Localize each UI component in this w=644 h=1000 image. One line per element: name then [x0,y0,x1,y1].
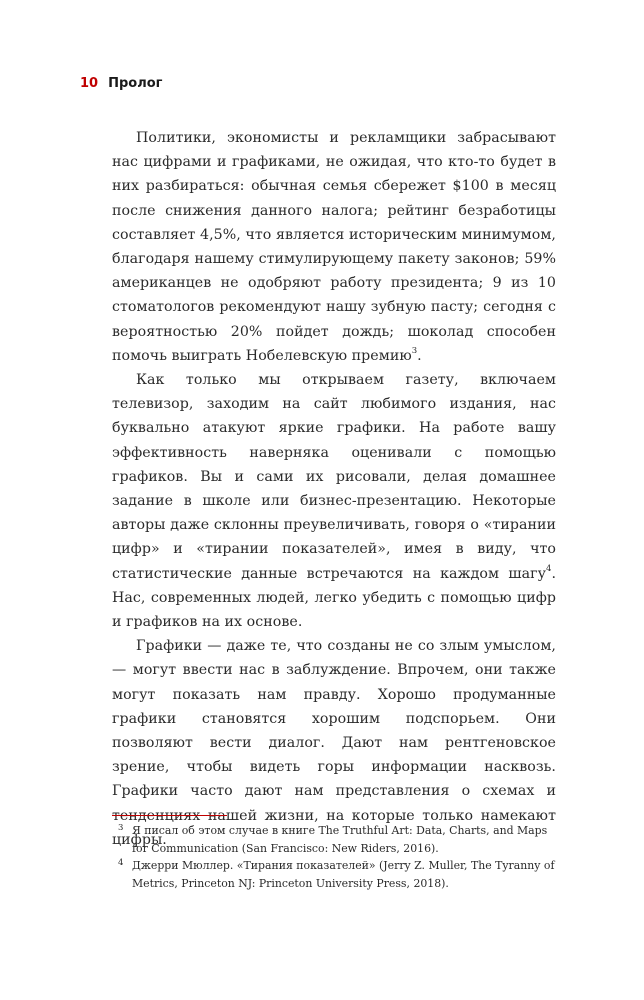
paragraph [112,634,556,852]
footnote-ref: 4 [546,563,552,574]
chapter-title: Пролог [108,76,163,91]
page-number: 10 [80,76,99,91]
body-text [112,126,556,852]
footnote [112,822,562,857]
paragraph-text: Как только мы открываем газету, включаем телевизор, заходим на сайт любимого издания, нас буквально атакуют яркие графики. На работе вашу эффективность наверняка оценивали с помощью графиков. Вы и сами их рисовали, делая домашнее задание в школе или бизнес-презентацию. Некоторые авторы даже склонны преувеличивать, говоря о «тирании цифр» и «тирании показателей», имея в виду, что статистические данные встречаются на каждом шагу [112,372,556,582]
paragraph-text: Графики — даже те, что созданы не со злым умыслом, — могут ввести нас в заблуждение. Впрочем, они также могут показать нам правду. Хорошо продуманные графики становятся хорошим подспорьем. Они позволяют вести диалог. Дают нам рентгеновское зрение, чтобы видеть горы информации насквозь. Графики часто дают нам представления о схемах и тенденциях нашей жизни, на которые только намекают цифры. [112,638,556,848]
footnote-ref: 3 [411,346,418,357]
footnote-number: 4 [118,858,124,868]
footnote-divider [112,815,227,816]
footnote [112,857,562,892]
paragraph-tail: . Нас, современных людей, легко убедить с помощью цифр и графиков на их основе. [112,565,556,631]
paragraph-text: Политики, экономисты и рекламщики забрасывают нас цифрами и графиками, не ожидая, что кто-то будет в них разбираться: обычная семья сбережет $100 в месяц после снижения данного налога; рейтинг безработицы составляет 4,5%, что является историческим минимумом, благодаря нашему стимулирующему пакету законов; 59% американцев не одобряют работу президента; 9 из 10 стоматологов рекомендуют нашу зубную пасту; сегодня с вероятностью 20% пойдет дождь; шоколад способен помочь выиграть Нобелевскую премию [112,130,556,364]
footnote-text: Джерри Мюллер. «Тирания показателей» (Jerry Z. Muller, The Tyranny of Metrics, Princeton NJ: Princeton University Press, 2018). [132,859,555,890]
footnote-text: Я писал об этом случае в книге The Truthful Art: Data, Charts, and Maps for Communication (San Francisco: New Riders, 2016). [132,824,548,855]
paragraph [112,368,556,634]
footnotes [112,822,562,892]
footnote-number: 3 [118,823,124,833]
running-header [80,76,162,91]
paragraph-tail: . [417,347,422,364]
paragraph [112,126,556,368]
